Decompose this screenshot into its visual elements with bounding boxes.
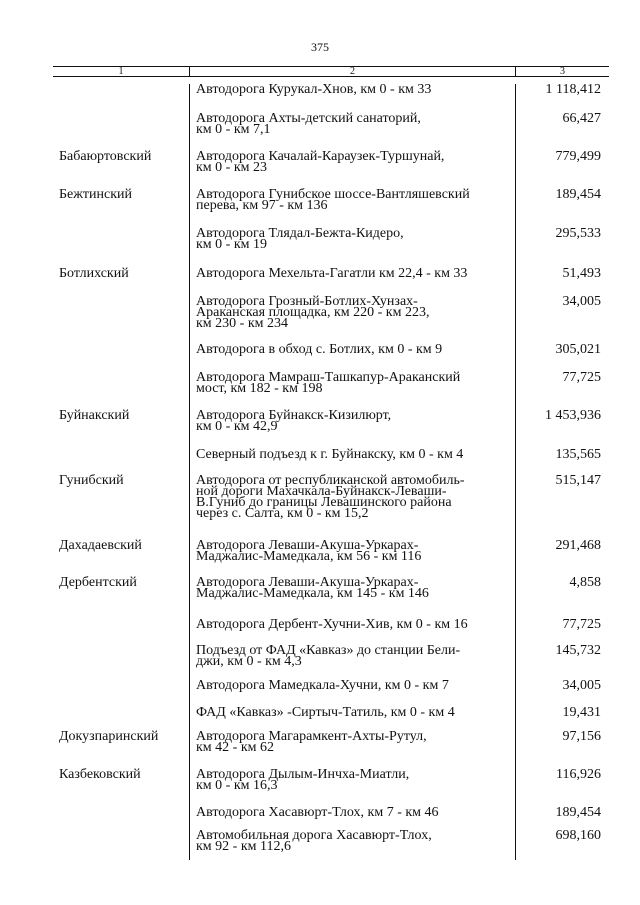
- table-row: [53, 228, 609, 250]
- road-line: Автодорога Магарамкент-Ахты-Рутул,: [196, 729, 427, 744]
- value-cell: 1 118,412: [545, 82, 601, 97]
- road-line: км 42 - км 62: [196, 740, 274, 755]
- road-line: Автомобильная дорога Хасавюрт-Тлох,: [196, 828, 432, 843]
- table-body: [53, 84, 609, 852]
- road-cell: [189, 268, 515, 279]
- value-cell: 19,431: [562, 705, 601, 720]
- road-line: Автодорога Дылым-Инчха-Миатли,: [196, 767, 410, 782]
- road-cell: [189, 807, 515, 818]
- road-line: Автодорога Качалай-Караузек-Туршунай,: [196, 149, 445, 164]
- table-row: [53, 372, 609, 394]
- table-row: [53, 449, 609, 460]
- road-cell: [189, 769, 515, 791]
- road-line: км 0 - км 7,1: [196, 122, 271, 137]
- road-line: Автодорога Курукал-Хнов, км 0 - км 33: [196, 82, 432, 97]
- value-cell: 305,021: [555, 342, 601, 357]
- road-line: Автодорога Мамедкала-Хучни, км 0 - км 7: [196, 678, 449, 693]
- value-cell: 77,725: [562, 617, 601, 632]
- road-line: Автодорога Тлядал-Бежта-Кидеро,: [196, 226, 404, 241]
- table-row: [53, 680, 609, 691]
- district-cell: Бежтинский: [59, 187, 133, 202]
- table-row: [53, 410, 609, 432]
- value-cell: 145,732: [555, 643, 601, 658]
- district-cell: Гунибский: [59, 473, 124, 488]
- table-row: [53, 296, 609, 329]
- road-line: Автодорога Грозный-Ботлих-Хунзах-: [196, 294, 418, 309]
- district-cell: [53, 344, 189, 355]
- table-row: [53, 645, 609, 667]
- value-cell: 66,427: [562, 111, 601, 126]
- road-line: Северный подъезд к г. Буйнакску, км 0 - км 4: [196, 447, 464, 462]
- road-line: ФАД «Кавказ» -Сиртыч-Татиль, км 0 - км 4: [196, 705, 455, 720]
- road-line: Автодорога Гунибское шоссе-Вантляшевский: [196, 187, 470, 202]
- road-cell: [189, 228, 515, 250]
- district-cell: Дахадаевский: [59, 538, 142, 553]
- value-cell: 77,725: [562, 370, 601, 385]
- value-cell: 189,454: [555, 805, 601, 820]
- table-row: [53, 731, 609, 753]
- road-line: Маджалис-Мамедкала, км 145 - км 146: [196, 586, 429, 601]
- road-cell: [189, 577, 515, 599]
- page-number: 375: [311, 40, 329, 54]
- value-cell: 1 453,936: [545, 408, 601, 423]
- table-row: [53, 344, 609, 355]
- district-cell: [53, 680, 189, 691]
- value-cell: 291,468: [555, 538, 601, 553]
- value-cell: 135,565: [555, 447, 601, 462]
- road-cell: [189, 344, 515, 355]
- district-cell: [53, 645, 189, 667]
- road-line: Автодорога в обход с. Ботлих, км 0 - км 9: [196, 342, 443, 357]
- road-line: Автодорога от республиканской автомобиль-: [196, 473, 465, 488]
- column-header-2: 2: [189, 67, 516, 76]
- table-row: [53, 151, 609, 173]
- table-row: [53, 475, 609, 519]
- district-cell: Дербентский: [59, 575, 137, 590]
- road-cell: [189, 113, 515, 135]
- road-cell: [189, 645, 515, 667]
- district-cell: [53, 449, 189, 460]
- road-cell: [189, 372, 515, 394]
- road-line: Автодорога Ахты-детский санаторий,: [196, 111, 421, 126]
- column-header-3: 3: [560, 66, 565, 77]
- road-cell: [189, 296, 515, 329]
- road-line: В.Гуниб до границы Левашинского района: [196, 495, 452, 510]
- value-cell: 779,499: [555, 149, 601, 164]
- table-row: [53, 807, 609, 818]
- district-cell: Бабаюртовский: [59, 149, 152, 164]
- table-row: [53, 84, 609, 95]
- road-cell: [189, 680, 515, 691]
- road-line: джи, км 0 - км 4,3: [196, 654, 302, 669]
- road-line: Автодорога Дербент-Хучни-Хив, км 0 - км 16: [196, 617, 468, 632]
- road-line: Автодорога Леваши-Акуша-Уркарах-: [196, 575, 419, 590]
- road-line: км 92 - км 112,6: [196, 839, 291, 854]
- district-cell: [53, 113, 189, 135]
- table-row: [53, 189, 609, 211]
- district-cell: [53, 807, 189, 818]
- district-cell: Буйнакский: [59, 408, 130, 423]
- district-cell: Ботлихский: [59, 266, 129, 281]
- road-cell: [189, 707, 515, 718]
- value-cell: 116,926: [556, 767, 601, 782]
- road-cell: [189, 731, 515, 753]
- road-line: Араканская площадка, км 220 - км 223,: [196, 305, 430, 320]
- district-cell: [53, 372, 189, 394]
- value-cell: 295,533: [555, 226, 601, 241]
- road-cell: [189, 189, 515, 211]
- road-line: Маджалис-Мамедкала, км 56 - км 116: [196, 549, 422, 564]
- district-cell: [53, 296, 189, 329]
- district-cell: [53, 228, 189, 250]
- road-line: перева, км 97 - км 136: [196, 198, 328, 213]
- table-row: [53, 540, 609, 562]
- road-line: Автодорога Буйнакск-Кизилюрт,: [196, 408, 392, 423]
- road-cell: [189, 410, 515, 432]
- district-cell: Казбековский: [59, 767, 141, 782]
- value-cell: 4,858: [569, 575, 601, 590]
- district-cell: [53, 84, 189, 95]
- road-line: км 0 - км 19: [196, 237, 267, 252]
- road-line: км 0 - км 23: [196, 160, 267, 175]
- table-row: [53, 707, 609, 718]
- table-header-row: [53, 66, 609, 77]
- table-row: [53, 268, 609, 279]
- district-cell: [53, 707, 189, 718]
- value-cell: 51,493: [562, 266, 601, 281]
- road-line: км 230 - км 234: [196, 316, 288, 331]
- road-line: км 0 - км 42,9: [196, 419, 278, 434]
- road-table: [53, 66, 609, 852]
- value-cell: 189,454: [555, 187, 601, 202]
- district-cell: [53, 619, 189, 630]
- table-row: [53, 577, 609, 599]
- road-line: через с. Салта, км 0 - км 15,2: [196, 506, 369, 521]
- road-cell: [189, 84, 515, 95]
- road-line: Автодорога Хасавюрт-Тлох, км 7 - км 46: [196, 805, 439, 820]
- district-cell: Докузпаринский: [59, 729, 159, 744]
- road-line: км 0 - км 16,3: [196, 778, 278, 793]
- road-cell: [189, 540, 515, 562]
- value-cell: 698,160: [555, 828, 601, 843]
- value-cell: 515,147: [555, 473, 601, 488]
- road-cell: [189, 151, 515, 173]
- road-line: мост, км 182 - км 198: [196, 381, 323, 396]
- value-cell: 34,005: [562, 294, 601, 309]
- district-cell: [53, 830, 189, 852]
- road-line: ной дороги Махачкала-Буйнакск-Леваши-: [196, 484, 447, 499]
- table-row: [53, 769, 609, 791]
- road-line: Автодорога Мамраш-Ташкапур-Араканский: [196, 370, 461, 385]
- road-cell: [189, 830, 515, 852]
- road-cell: [189, 475, 515, 519]
- road-line: Подъезд от ФАД «Кавказ» до станции Бели-: [196, 643, 461, 658]
- column-header-1: 1: [118, 66, 124, 77]
- value-cell: 97,156: [562, 729, 601, 744]
- road-line: Автодорога Мехельта-Гагатли км 22,4 - км 33: [196, 266, 468, 281]
- road-cell: [189, 449, 515, 460]
- table-row: [53, 113, 609, 135]
- road-cell: [189, 619, 515, 630]
- table-row: [53, 830, 609, 852]
- value-cell: 34,005: [562, 678, 601, 693]
- road-line: Автодорога Леваши-Акуша-Уркарах-: [196, 538, 419, 553]
- table-row: [53, 619, 609, 630]
